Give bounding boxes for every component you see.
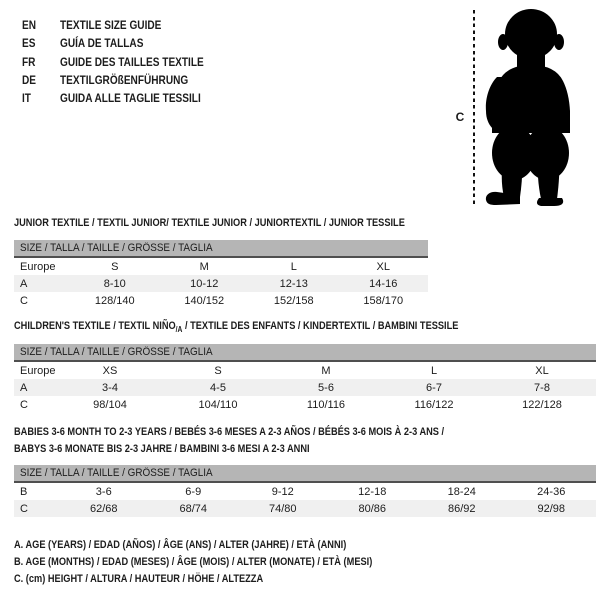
table-row: Europe XS S M L XL [14, 362, 596, 379]
table-row: C 128/140 140/152 152/158 158/170 [14, 292, 428, 309]
language-code: IT [22, 91, 31, 106]
table-row: B 3-6 6-9 9-12 12-18 18-24 24-36 [14, 483, 596, 500]
junior-size-table [14, 240, 428, 309]
row-label: A [20, 277, 28, 290]
language-title: TEXTILGRÖßENFÜHRUNG [60, 73, 189, 88]
table-row: A 3-4 4-5 5-6 6-7 7-8 [14, 379, 596, 396]
legend-line-a: A. AGE (YEARS) / EDAD (AÑOS) / ÂGE (ANS) / ALTER (JAHRE) / ETÀ (ANNI) [14, 539, 347, 551]
table-row: C 62/68 68/74 74/80 80/86 86/92 92/98 [14, 500, 596, 517]
size-header-bar: SIZE / TALLA / TAILLE / GRÖSSE / TAGLIA [14, 465, 596, 483]
language-title: GUIDE DES TAILLES TEXTILE [60, 54, 204, 69]
language-code: ES [22, 36, 36, 51]
language-title-list [22, 16, 231, 107]
junior-section-title: JUNIOR TEXTILE / TEXTIL JUNIOR/ TEXTILE JUNIOR / JUNIORTEXTIL / JUNIOR TESSILE [14, 217, 405, 229]
language-code: DE [22, 73, 37, 88]
language-code: EN [22, 18, 37, 33]
language-row [22, 71, 231, 89]
language-title: GUIDA ALLE TAGLIE TESSILI [60, 91, 201, 106]
row-label: C [20, 502, 28, 515]
language-row [22, 34, 231, 52]
row-label: Europe [20, 260, 56, 273]
measure-legend [14, 537, 441, 588]
language-row [22, 89, 231, 107]
table-row: A 8-10 10-12 12-13 14-16 [14, 275, 428, 292]
language-code: FR [22, 54, 36, 69]
row-label: B [20, 485, 28, 498]
children-section-title: CHILDREN'S TEXTILE / TEXTIL $NIÑO_{/A}$ / TEXTILE DES ENFANTS / KINDERTEXTIL / BAMBINI TESSILE [14, 320, 459, 335]
row-label: A [20, 381, 28, 394]
table-row: C 98/104 104/110 110/116 116/122 122/128 [14, 396, 596, 413]
children-size-table [14, 344, 596, 413]
height-dashed-line [473, 10, 475, 206]
language-title: TEXTILE SIZE GUIDE [60, 18, 162, 33]
language-row [22, 16, 231, 34]
legend-line-b: B. AGE (MONTHS) / EDAD (MESES) / ÂGE (MOIS) / ALTER (MONATE) / ETÀ (MESI) [14, 556, 373, 568]
legend-line-c: C. (cm) HEIGHT / ALTURA / HAUTEUR / HÖHE / ALTEZZA [14, 573, 264, 585]
row-label: C [20, 398, 28, 411]
row-label: C [20, 294, 28, 307]
height-measure-label: C [455, 110, 465, 124]
size-header-bar: SIZE / TALLA / TAILLE / GRÖSSE / TAGLIA [14, 344, 596, 362]
language-row [22, 53, 231, 71]
babies-section-title: BABIES 3-6 MONTH TO 2-3 YEARS / BEBÉS 3-6 MESES A 2-3 AÑOS / BÉBÉS 3-6 MOIS À 2-3 ANS / BABYS 3-6 MONATE BIS 2-3 JAHRE / BAMBINI 3-6 MESI A 2-3 ANNI [14, 426, 445, 455]
table-row: Europe S M L XL [14, 258, 428, 275]
language-title: GUÍA DE TALLAS [60, 36, 144, 51]
size-header-bar: SIZE / TALLA / TAILLE / GRÖSSE / TAGLIA [14, 240, 428, 258]
babies-size-table [14, 465, 596, 517]
row-label: Europe [20, 364, 56, 377]
baby-silhouette [483, 9, 575, 206]
